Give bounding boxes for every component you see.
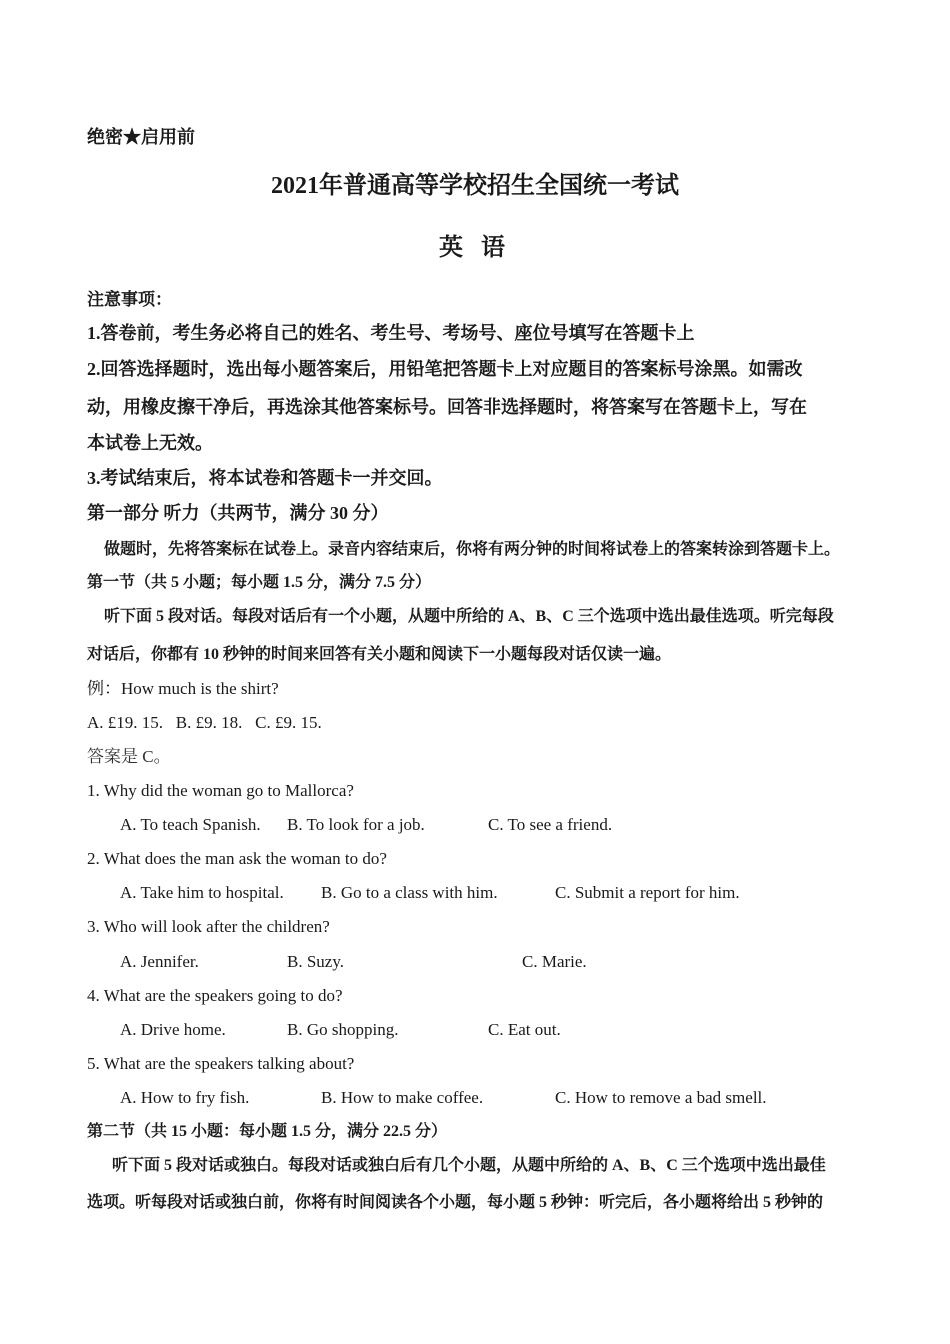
q5-option-a: A. How to fry fish. [120,1088,250,1107]
q4-option-b: B. Go shopping. [287,1020,399,1039]
notice-item-3: 3.考试结束后，将本试卷和答题卡一并交回。 [87,468,443,488]
subject-title: 英 语 [439,235,511,261]
q2-option-c: C. Submit a report for him. [555,883,740,902]
section1-intro-line1: 听下面 5 段对话。每段对话后有一个小题，从题中所给的 A、B、C 三个选项中选出最佳选项。听完每段 [104,608,834,625]
q2-option-a: A. Take him to hospital. [120,883,284,902]
section2-intro-line2: 选项。听每段对话或独白前，你将有时间阅读各个小题，每小题 5 秒钟：听完后，各小题将给出 5 秒钟的 [87,1194,824,1211]
q3-option-a: A. Jennifer. [120,952,199,971]
example-answer: 答案是 C。 [87,747,171,766]
q3-option-b: B. Suzy. [287,952,344,971]
q5-option-c: C. How to remove a bad smell. [555,1088,767,1107]
notice-item-2-line2: 动，用橡皮擦干净后，再选涂其他答案标号。回答非选择题时，将答案写在答题卡上，写在 [87,397,807,417]
question-1: 1. Why did the woman go to Mallorca? [87,781,354,800]
section2-heading: 第二节（共 15 小题：每小题 1.5 分，满分 22.5 分） [87,1123,448,1140]
question-3: 3. Who will look after the children? [87,917,330,936]
q3-option-c: C. Marie. [522,952,587,971]
q2-option-b: B. Go to a class with him. [321,883,498,902]
q4-option-c: C. Eat out. [488,1020,561,1039]
notice-item-1: 1.答卷前，考生务必将自己的姓名、考生号、考场号、座位号填写在答题卡上 [87,323,695,343]
notice-item-2-line3: 本试卷上无效。 [87,433,213,453]
q5-option-b: B. How to make coffee. [321,1088,484,1107]
example-options: A. £19. 15. B. £9. 18. C. £9. 15. [87,713,322,732]
notice-item-2-line1: 2.回答选择题时，选出每小题答案后，用铅笔把答题卡上对应题目的答案标号涂黑。如需改 [87,359,803,379]
section1-intro-line2: 对话后，你都有 10 秒钟的时间来回答有关小题和阅读下一小题每段对话仅读一遍。 [87,646,672,663]
q1-option-b: B. To look for a job. [287,815,425,834]
q1-option-c: C. To see a friend. [488,815,613,834]
notice-heading: 注意事项： [87,290,172,309]
q4-option-a: A. Drive home. [120,1020,226,1039]
example-question: 例：How much is the shirt? [87,679,279,698]
secret-label: 绝密★启用前 [87,127,195,147]
part1-heading: 第一部分 听力（共两节，满分 30 分） [87,503,389,523]
exam-title: 2021年普通高等学校招生全国统一考试 [271,173,679,199]
section2-intro-line1: 听下面 5 段对话或独白。每段对话或独白后有几个小题，从题中所给的 A、B、C 三个选项中选出最佳 [112,1157,826,1174]
part1-instruction: 做题时，先将答案标在试卷上。录音内容结束后，你将有两分钟的时间将试卷上的答案转涂到答题卡上。 [104,541,841,558]
question-4: 4. What are the speakers going to do? [87,986,343,1005]
question-5: 5. What are the speakers talking about? [87,1054,355,1073]
question-2: 2. What does the man ask the woman to do? [87,849,387,868]
q1-option-a: A. To teach Spanish. [120,815,261,834]
section1-heading: 第一节（共 5 小题；每小题 1.5 分，满分 7.5 分） [87,574,432,591]
